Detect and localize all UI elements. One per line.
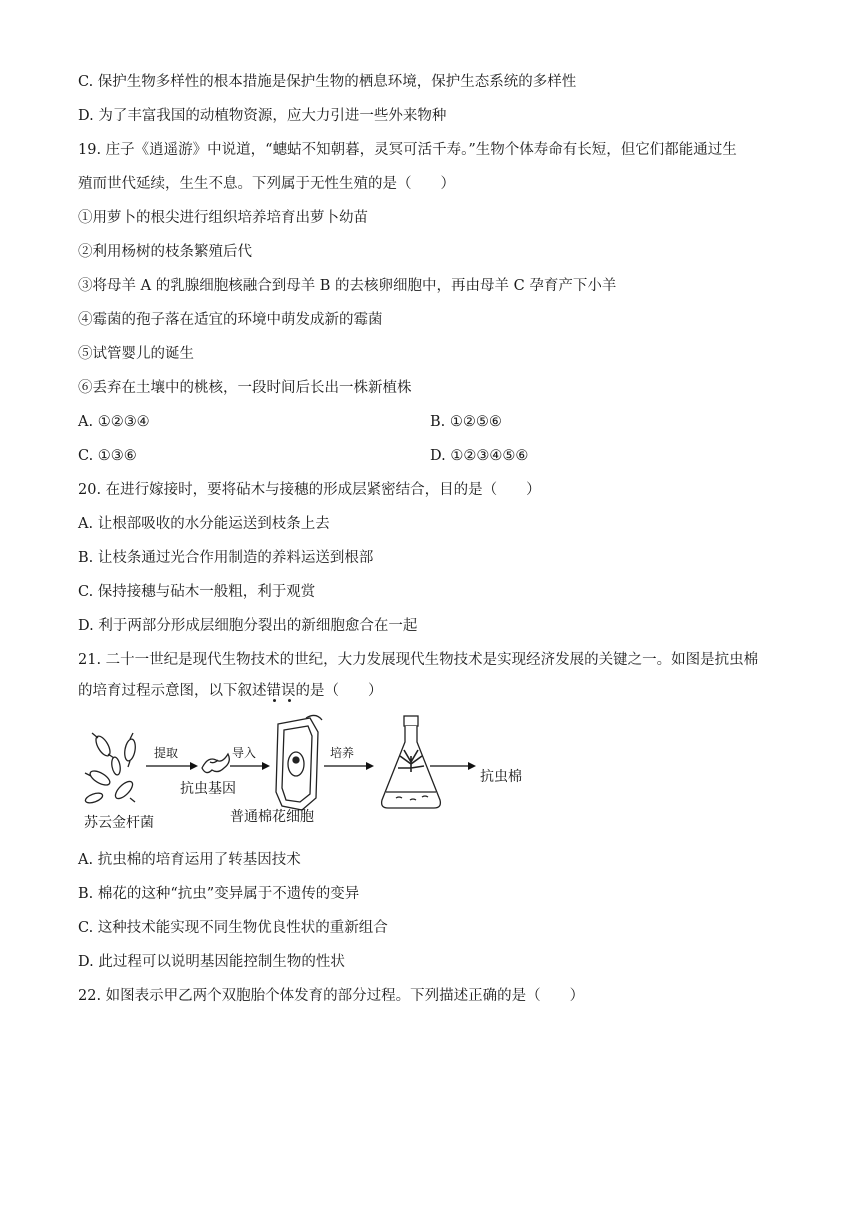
emphasis-word-incorrect <box>267 683 296 699</box>
question-21-option-c: C. 这种技术能实现不同生物优良性状的重新组合 <box>78 920 388 936</box>
question-20-option-a: A. 让根部吸收的水分能运送到枝条上去 <box>78 516 330 532</box>
question-22-stem: 22. 如图表示甲乙两个双胞胎个体发育的部分过程。下列描述正确的是（ ） <box>78 988 585 1004</box>
transgenic-cotton-diagram <box>78 706 548 836</box>
question-21-stem-line2 <box>78 681 383 701</box>
question-21-stem-text-post: 的是（ ） <box>295 683 383 699</box>
question-19-stem-line1: 19. 庄子《逍遥游》中说道，“蟪蛄不知朝暮，灵冥可活千寿。”生物个体寿命有长短，但它们都能通过生 <box>78 142 737 158</box>
gene-icon <box>202 754 229 773</box>
question-21-option-a: A. 抗虫棉的培育运用了转基因技术 <box>78 852 301 868</box>
question-19-stem-line2: 殖而世代延续，生生不息。下列属于无性生殖的是（ ） <box>78 176 455 192</box>
question-19-option-b: B. ①②⑤⑥ <box>430 414 502 430</box>
bacteria-icon <box>84 733 137 805</box>
question-21-stem-text-pre: 的培育过程示意图，以下叙述 <box>78 683 267 699</box>
label-culture: 培养 <box>330 746 355 760</box>
label-cotton-cell: 普通棉花细胞 <box>230 809 314 825</box>
label-bacillus: 苏云金杆菌 <box>84 815 154 831</box>
question-19-item-3: ③将母羊 A 的乳腺细胞核融合到母羊 B 的去核卵细胞中，再由母羊 C 孕育产下小羊 <box>78 278 617 294</box>
label-insect-resistant-cotton: 抗虫棉 <box>480 769 522 785</box>
cotton-cell-icon <box>276 715 322 810</box>
emphasis-word-text: 错误 <box>266 683 296 699</box>
question-20-stem: 20. 在进行嫁接时，要将砧木与接穗的形成层紧密结合，目的是（ ） <box>78 482 541 498</box>
label-import: 导入 <box>232 746 257 760</box>
option-c-biodiversity: C. 保护生物多样性的根本措施是保护生物的栖息环境，保护生态系统的多样性 <box>78 74 577 90</box>
label-resistance-gene: 抗虫基因 <box>180 781 236 797</box>
question-19-item-1: ①用萝卜的根尖进行组织培养培育出萝卜幼苗 <box>78 210 368 226</box>
question-19-option-d: D. ①②③④⑤⑥ <box>430 448 529 464</box>
label-extract: 提取 <box>154 746 179 760</box>
option-d-biodiversity: D. 为了丰富我国的动植物资源，应大力引进一些外来物种 <box>78 108 447 124</box>
question-21-option-d: D. 此过程可以说明基因能控制生物的性状 <box>78 954 345 970</box>
question-20-option-c: C. 保持接穗与砧木一般粗，利于观赏 <box>78 584 316 600</box>
question-20-option-d: D. 利于两部分形成层细胞分裂出的新细胞愈合在一起 <box>78 618 418 634</box>
emphasis-dots <box>267 699 296 705</box>
question-19-item-4: ④霉菌的孢子落在适宜的环境中萌发成新的霉菌 <box>78 312 383 328</box>
question-21-stem-line1: 21. 二十一世纪是现代生物技术的世纪，大力发展现代生物技术是实现经济发展的关键之一。如图是抗虫棉 <box>78 652 759 668</box>
question-20-option-b: B. 让枝条通过光合作用制造的养料运送到根部 <box>78 550 374 566</box>
question-19-item-2: ②利用杨树的枝条繁殖后代 <box>78 244 252 260</box>
question-21-option-b: B. 棉花的这种“抗虫”变异属于不遗传的变异 <box>78 886 360 902</box>
question-19-option-c: C. ①③⑥ <box>78 448 137 464</box>
culture-flask-icon <box>382 716 441 808</box>
question-19-item-5: ⑤试管婴儿的诞生 <box>78 346 194 362</box>
question-19-option-a: A. ①②③④ <box>78 414 150 430</box>
question-19-item-6: ⑥丢弃在土壤中的桃核，一段时间后长出一株新植株 <box>78 380 412 396</box>
